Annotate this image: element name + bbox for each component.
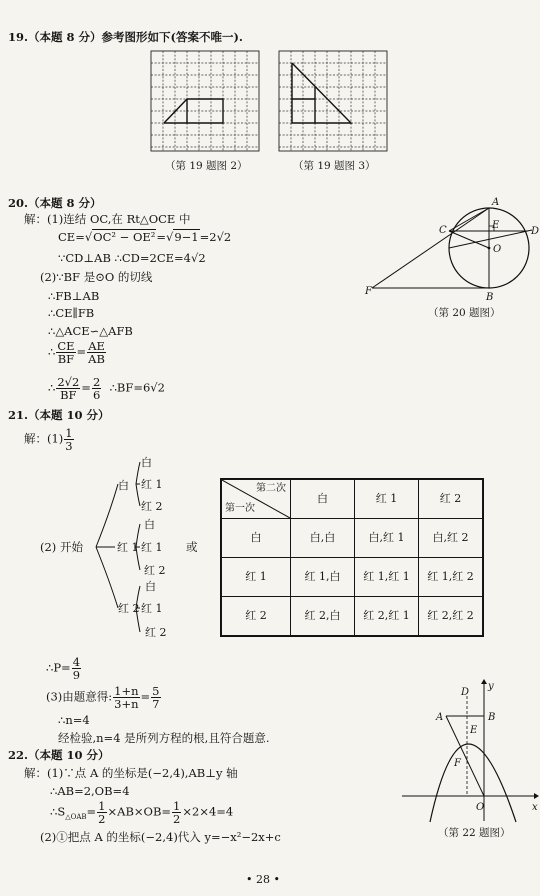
q22-line2: ∴AB=2,OB=4 [50, 784, 130, 798]
table-cell: 白,白 [291, 519, 355, 558]
q20-line7: ∴△ACE∽△AFB [48, 324, 133, 338]
q19-caption-2: （第 19 题图 2） [165, 160, 248, 172]
tree-b2c1: 白 [144, 518, 155, 531]
q21-outcome-table [220, 478, 484, 637]
tree-b2c2: 红 1 [141, 541, 163, 554]
q21-line3: (3)由题意得: $\frac{1+n}{3+n}$ = $\frac{5}{7}$ [46, 684, 160, 712]
q22-caption: （第 22 题图） [438, 827, 511, 839]
table-cell: 红 2,红 1 [355, 597, 419, 636]
tree-b1: 白 [118, 479, 129, 492]
table-row [222, 558, 483, 597]
q20-line8: ∴ $\frac{CE}{BF}$ = $\frac{AE}{AB}$ [48, 339, 105, 367]
tree-b1c3: 红 2 [141, 500, 163, 513]
q20-line5: ∴FB⊥AB [48, 289, 100, 303]
col-header: 红 2 [419, 480, 483, 519]
q20-line9: ∴ $\frac{2√2}{BF}$ = $\frac{2}{6}$ ∴BF=6√2 [48, 375, 165, 403]
q22-heading: 22.（本题 10 分） [8, 748, 110, 762]
col-header: 红 1 [355, 480, 419, 519]
tree-b2c3: 红 2 [144, 564, 166, 577]
tree-b3c1: 白 [145, 580, 156, 593]
q19-figure-3 [278, 50, 388, 152]
q21-tree-diagram [90, 452, 200, 642]
q20-label-f: F [365, 286, 372, 297]
q20-label-c: C [439, 225, 447, 236]
row-header: 红 2 [222, 597, 291, 636]
q20-line1: 解：(1)连结 OC,在 Rt△OCE 中 [24, 212, 191, 226]
tree-b1c2: 红 1 [141, 478, 163, 491]
q22-label-y: y [488, 681, 494, 692]
corner-top-label: 第二次 [256, 483, 286, 494]
q22-line1: 解：(1)∵点 A 的坐标是(−2,4),AB⊥y 轴 [24, 766, 238, 780]
table-cell: 红 2,白 [291, 597, 355, 636]
table-cell: 红 1,红 1 [355, 558, 419, 597]
row-header: 红 1 [222, 558, 291, 597]
tree-b1c1: 白 [141, 456, 152, 469]
q22-label-e: E [470, 725, 478, 736]
table-cell: 红 1,白 [291, 558, 355, 597]
table-cell: 红 2,红 2 [419, 597, 483, 636]
q22-label-x: x [532, 802, 538, 813]
table-row [222, 519, 483, 558]
q21-tree-start: (2) 开始 [40, 540, 83, 554]
q20-line6: ∴CE∥FB [48, 306, 95, 320]
tree-b3c3: 红 2 [145, 626, 167, 639]
col-header: 白 [291, 480, 355, 519]
page-number: • 28 • [246, 873, 280, 886]
q21-or: 或 [186, 540, 198, 554]
q22-label-b: B [488, 712, 496, 723]
table-corner [222, 480, 291, 519]
parabola [430, 744, 516, 822]
q21-line4: ∴n=4 [58, 713, 90, 727]
tree-b3: 红 2 [118, 602, 140, 615]
q22-label-d: D [461, 687, 470, 698]
tree-b3c2: 红 1 [141, 602, 163, 615]
q19-caption-3: （第 19 题图 3） [293, 160, 376, 172]
q22-line3: $\therefore S_{\triangle OAB}=$ $\frac{1}{2}$ ×AB×OB= $\frac{1}{2}$ ×2×4=4 [50, 799, 234, 827]
table-row [222, 597, 483, 636]
q20-label-o: O [493, 244, 502, 255]
q22-label-o: O [476, 802, 485, 813]
q20-label-b: B [486, 292, 494, 303]
q20-line2: CE=√OC² − OE²=√9−1=2√2 [58, 230, 232, 244]
q20-caption: （第 20 题图） [428, 307, 501, 319]
table-cell: 白,红 1 [355, 519, 419, 558]
q19-heading: 19.（本题 8 分）参考图形如下(答案不唯一). [8, 30, 243, 44]
q19-figure-2 [150, 50, 260, 152]
q22-line4: (2)①把点 A 的坐标(−2,4)代入 y=−x²−2x+c [40, 830, 281, 844]
table-cell: 红 1,红 2 [419, 558, 483, 597]
q22-label-a: A [436, 712, 444, 723]
q20-line3: ∵CD⊥AB ∴CD=2CE=4√2 [58, 251, 206, 265]
q20-label-d: D [531, 226, 540, 237]
q21-heading: 21.（本题 10 分） [8, 408, 110, 422]
q22-label-f: F [454, 758, 461, 769]
q20-label-a: A [492, 197, 500, 208]
q21-line1: 解：(1) $\frac{1}{3}$ [24, 426, 73, 454]
q22-figure [396, 676, 540, 824]
q20-heading: 20.（本题 8 分） [8, 196, 102, 210]
tree-b2: 红 1 [117, 541, 139, 554]
q21-line5: 经检验,n=4 是所列方程的根,且符合题意. [58, 731, 270, 745]
corner-bottom-label: 第一次 [225, 502, 255, 514]
row-header: 白 [222, 519, 291, 558]
q21-probability: ∴P= $\frac{4}{9}$ [46, 655, 81, 683]
q20-line4: (2)∵BF 是⊙O 的切线 [40, 270, 153, 284]
table-cell: 白,红 2 [419, 519, 483, 558]
q20-label-e: E [492, 220, 500, 231]
